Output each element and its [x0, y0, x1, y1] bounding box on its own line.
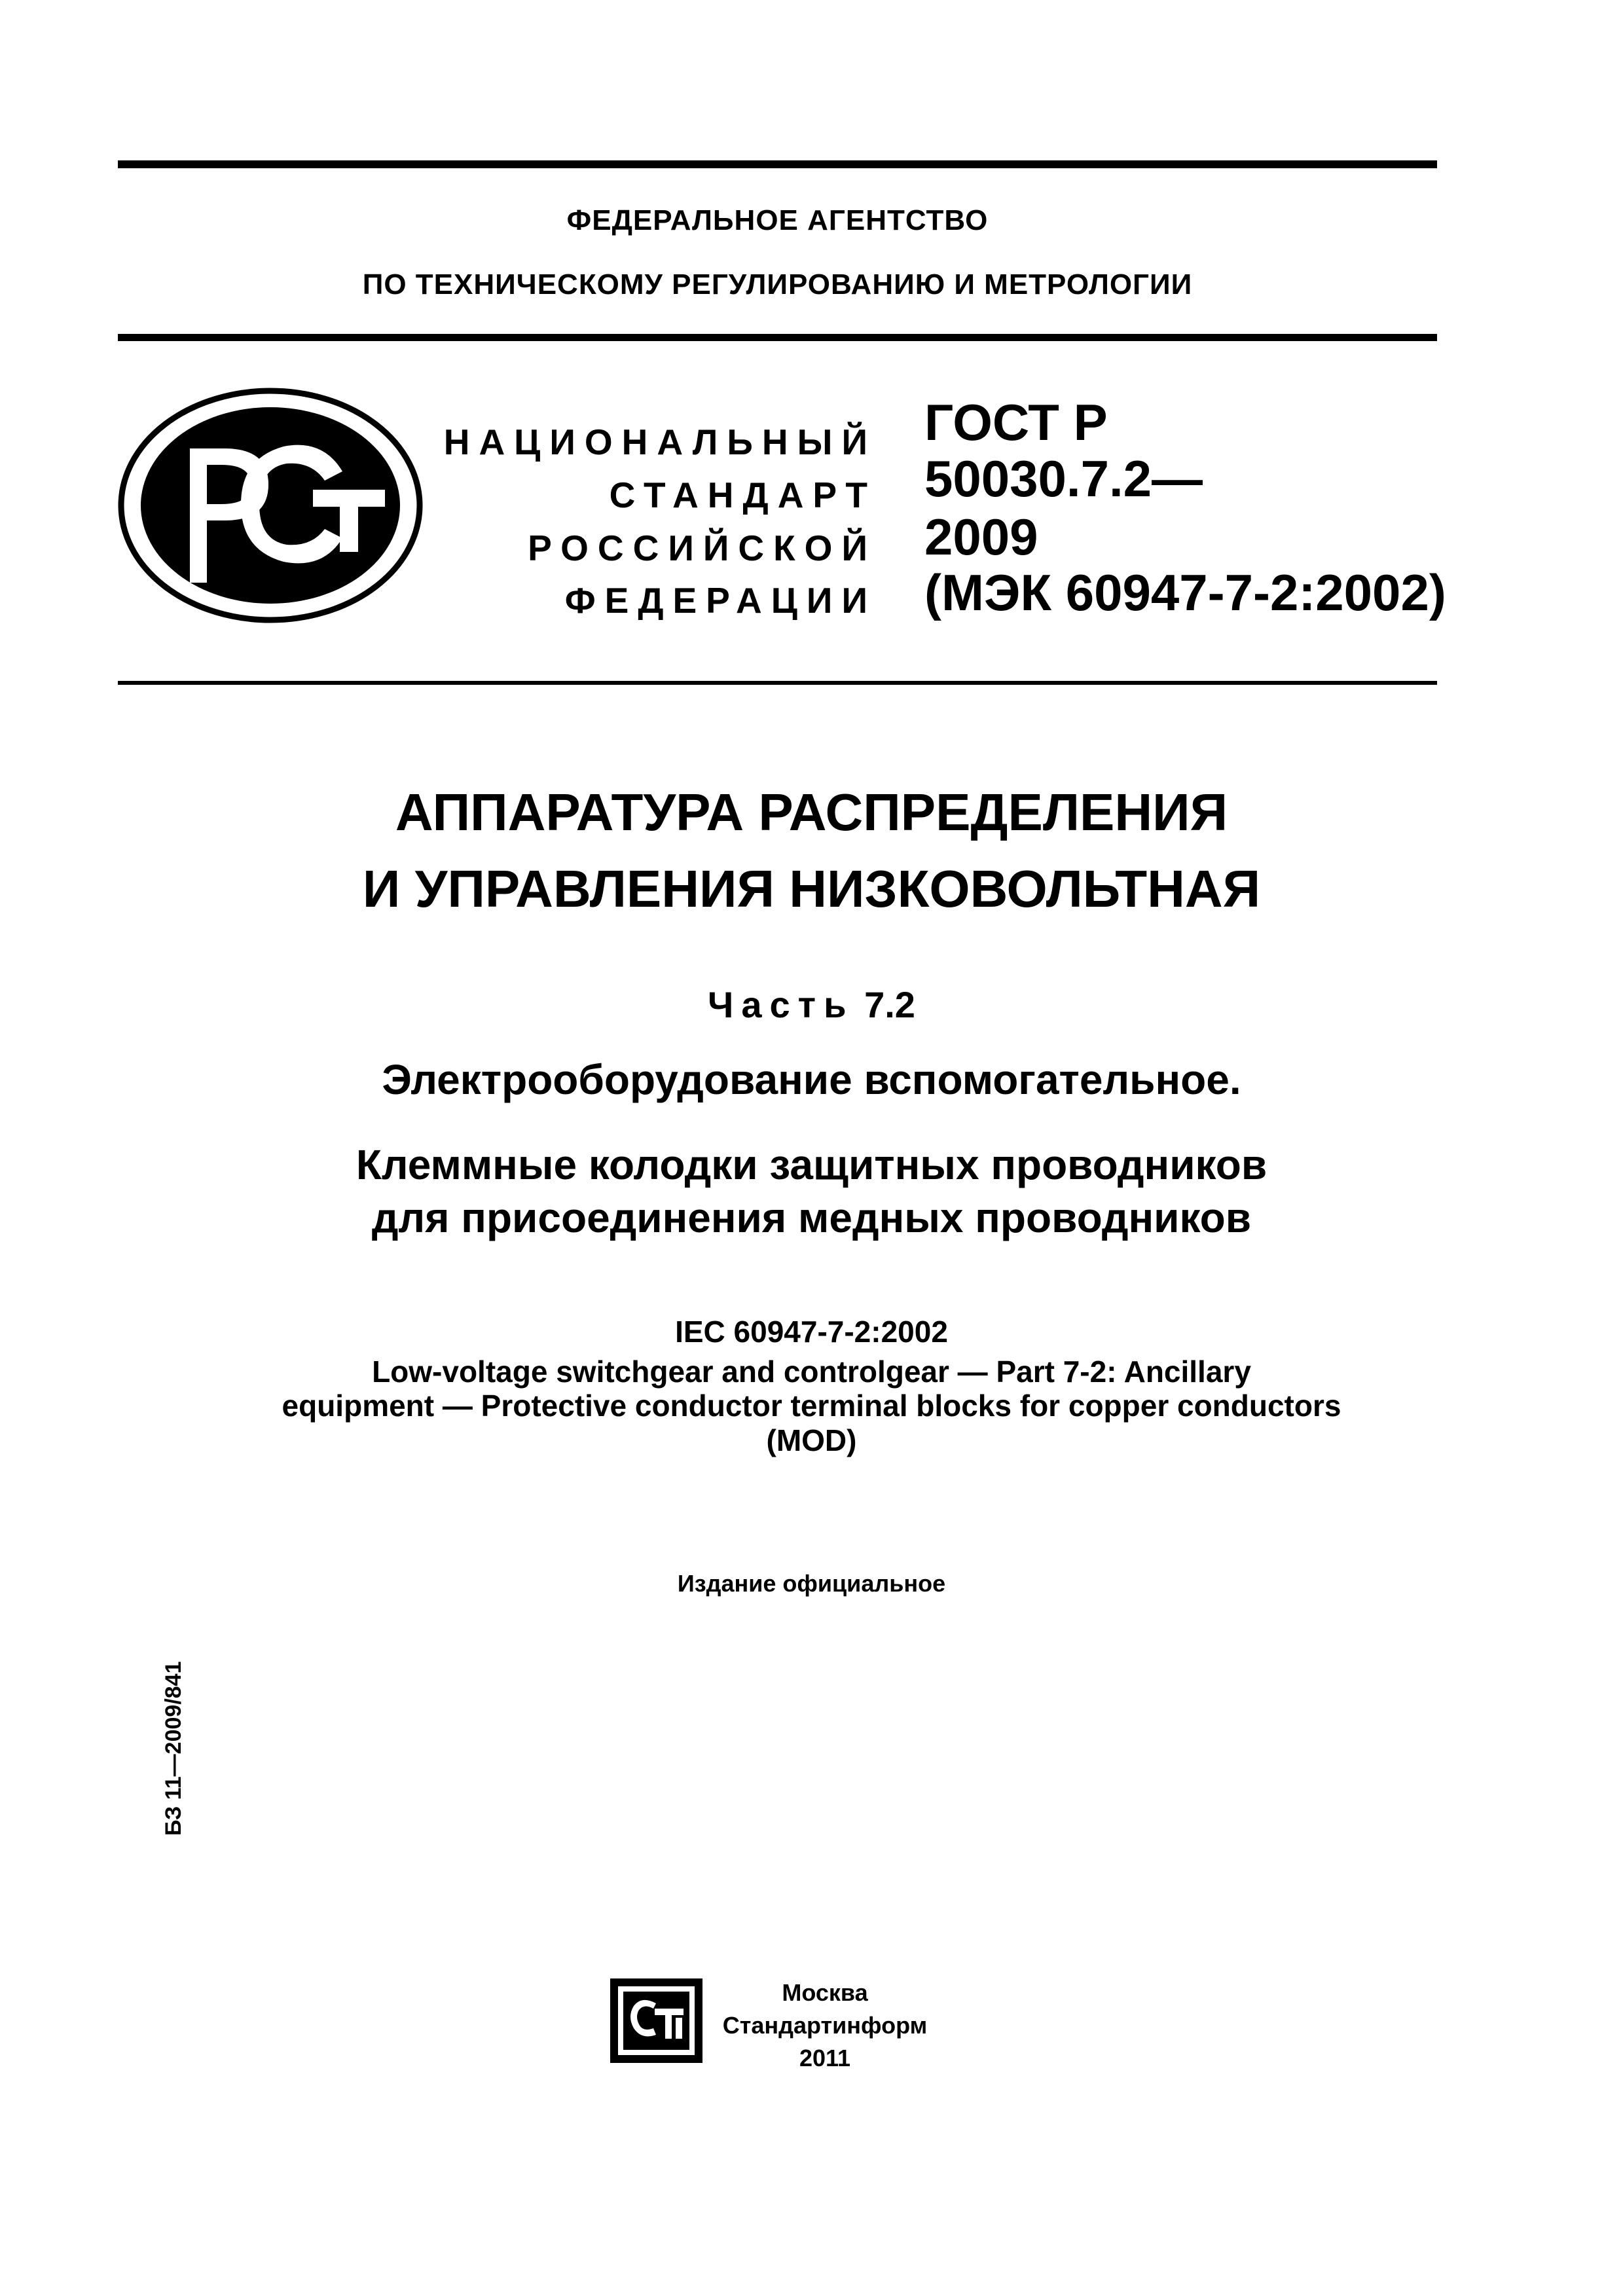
designation-line-1: ГОСТ Р [924, 393, 1108, 451]
catalog-number: БЗ 11—2009/841 [161, 1661, 186, 1836]
title-line-2: И УПРАВЛЕНИЯ НИЗКОВОЛЬТНАЯ [362, 860, 1261, 918]
subtitle-line-3: для присоединения медных проводников [371, 1194, 1252, 1241]
national-standard-line-3: РОССИЙСКОЙ [528, 528, 877, 568]
iec-reference-line-4: (MOD) [766, 1423, 857, 1457]
part-number: 7.2 [864, 984, 915, 1025]
edition-label: Издание официальное [677, 1570, 946, 1597]
iec-reference-line-3: equipment — Protective conductor terminal blocks for copper conductors [282, 1389, 1341, 1423]
top-rule [118, 160, 1437, 168]
national-standard-line-2: СТАНДАРТ [609, 475, 877, 515]
publisher-year: 2011 [799, 2045, 851, 2071]
subtitle-line-1: Электрооборудование вспомогательное. [382, 1056, 1241, 1103]
part-heading [0, 983, 1623, 1026]
header-bottom-rule [118, 334, 1437, 341]
national-standard-line-1: НАЦИОНАЛЬНЫЙ [443, 422, 877, 462]
agency-line-1: ФЕДЕРАЛЬНОЕ АГЕНТСТВО [566, 204, 989, 236]
part-word: Часть [708, 984, 854, 1025]
designation-line-3: 2009 [924, 508, 1038, 566]
publisher-city: Москва [782, 1979, 868, 2006]
publisher-name: Стандартинформ [722, 2012, 928, 2039]
title-line-1: АППАРАТУРА РАСПРЕДЕЛЕНИЯ [395, 783, 1228, 841]
rst-logo-icon [117, 386, 424, 625]
agency-line-2: ПО ТЕХНИЧЕСКОМУ РЕГУЛИРОВАНИЮ И МЕТРОЛОГИИ [362, 268, 1193, 301]
iec-reference-line-1: IEC 60947-7-2:2002 [675, 1315, 948, 1349]
national-standard-line-4: ФЕДЕРАЦИИ [564, 580, 877, 621]
designation-line-2: 50030.7.2— [924, 450, 1203, 507]
subtitle-line-2: Клеммные колодки защитных проводников [356, 1141, 1267, 1188]
designation-line-4: (МЭК 60947-7-2:2002) [924, 564, 1446, 621]
designation-bottom-rule [118, 681, 1437, 685]
iec-reference-line-2: Low-voltage switchgear and controlgear — Part 7-2: Ancillary [372, 1355, 1251, 1389]
